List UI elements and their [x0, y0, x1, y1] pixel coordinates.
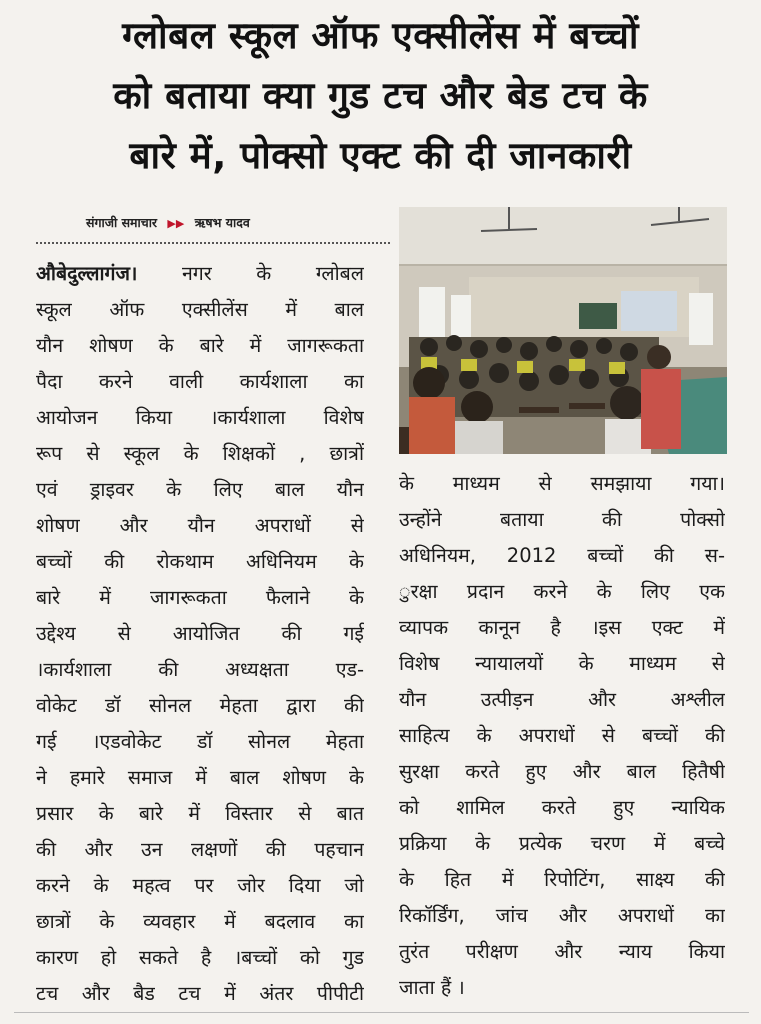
- article-line: प्रसार के बारे में विस्तार से बात: [36, 802, 364, 825]
- article-line: करने के महत्व पर जोर दिया जो: [36, 874, 364, 897]
- article-line: के माध्यम से समझाया गया।: [399, 472, 725, 495]
- article-line: जाता हैं ।: [399, 976, 465, 999]
- article-line: ।कार्यशाला की अध्यक्षता एड-: [36, 658, 364, 681]
- article-dateline: औबेदुल्लागंज।: [36, 262, 138, 285]
- article-line: वोकेट डॉ सोनल मेहता द्वारा की: [36, 694, 364, 717]
- article-line: तुरंत परीक्षण और न्याय किया: [399, 940, 725, 963]
- article-line: टच और बैड टच में अंतर पीपीटी: [36, 982, 364, 1005]
- byline-source: संगाजी समाचार: [86, 215, 158, 230]
- article-line: ने हमारे समाज में बाल शोषण के: [36, 766, 364, 789]
- article-line: यौन उत्पीड़न और अश्लील: [399, 688, 725, 711]
- article-line: गई ।एडवोकेट डॉ सोनल मेहता: [36, 730, 364, 753]
- article-line: यौन शोषण के बारे में जागरूकता: [36, 334, 364, 357]
- article-line: उन्होंने बताया की पोक्सो: [399, 508, 725, 531]
- double-arrow-icon: ▶▶: [167, 217, 185, 230]
- headline-line: को बताया क्या गुड टच और बेड टच के: [113, 74, 648, 117]
- byline: [86, 214, 250, 231]
- article-line: बच्चों की रोकथाम अधिनियम के: [36, 550, 364, 573]
- article-line: [36, 256, 364, 292]
- headline: [18, 6, 743, 186]
- article-line: एवं ड्राइवर के लिए बाल यौन: [36, 478, 364, 501]
- article-line: शोषण और यौन अपराधों से: [36, 514, 364, 537]
- article-line: को शामिल करते हुए न्यायिक: [399, 796, 725, 819]
- headline-line: ग्लोबल स्कूल ऑफ एक्सीलेंस में बच्चों: [122, 14, 639, 57]
- article-line: रिकॉर्डिंग, जांच और अपराधों का: [399, 904, 725, 927]
- article-line: अधिनियम, 2012 बच्चों की स-: [399, 544, 725, 567]
- article-line-text: नगर के ग्लोबल: [137, 262, 364, 285]
- bottom-divider: [14, 1012, 749, 1013]
- classroom-photo: [399, 207, 727, 454]
- article-line: आयोजन किया ।कार्यशाला विशेष: [36, 406, 364, 429]
- article-line: प्रक्रिया के प्रत्येक चरण में बच्चे: [399, 832, 725, 855]
- article-line: रूप से स्कूल के शिक्षकों , छात्रों: [36, 442, 364, 465]
- article-line: पैदा करने वाली कार्यशाला का: [36, 370, 364, 393]
- article-line: व्यापक कानून है ।इस एक्ट में: [399, 616, 725, 639]
- article-line: सुरक्षा करते हुए और बाल हितैषी: [399, 760, 725, 783]
- article-line: की और उन लक्षणों की पहचान: [36, 838, 364, 861]
- article-line: विशेष न्यायालयों के माध्यम से: [399, 652, 725, 675]
- article-line: स्कूल ऑफ एक्सीलेंस में बाल: [36, 298, 364, 321]
- article-line: छात्रों के व्यवहार में बदलाव का: [36, 910, 364, 933]
- article-column-left: [36, 256, 364, 1012]
- dotted-divider: [36, 242, 390, 244]
- article-line: उद्देश्य से आयोजित की गई: [36, 622, 364, 645]
- article-line: साहित्य के अपराधों से बच्चों की: [399, 724, 725, 747]
- article-line: के हित में रिपोटिंग, साक्ष्य की: [399, 868, 725, 891]
- article-line: ुरक्षा प्रदान करने के लिए एक: [399, 580, 725, 603]
- article-column-right: [399, 466, 725, 1006]
- headline-line: बारे में, पोक्सो एक्ट की दी जानकारी: [129, 134, 632, 177]
- article-line: कारण हो सकते है ।बच्चों को गुड: [36, 946, 364, 969]
- byline-author: ऋषभ यादव: [194, 215, 250, 230]
- article-line: बारे में जागरूकता फैलाने के: [36, 586, 364, 609]
